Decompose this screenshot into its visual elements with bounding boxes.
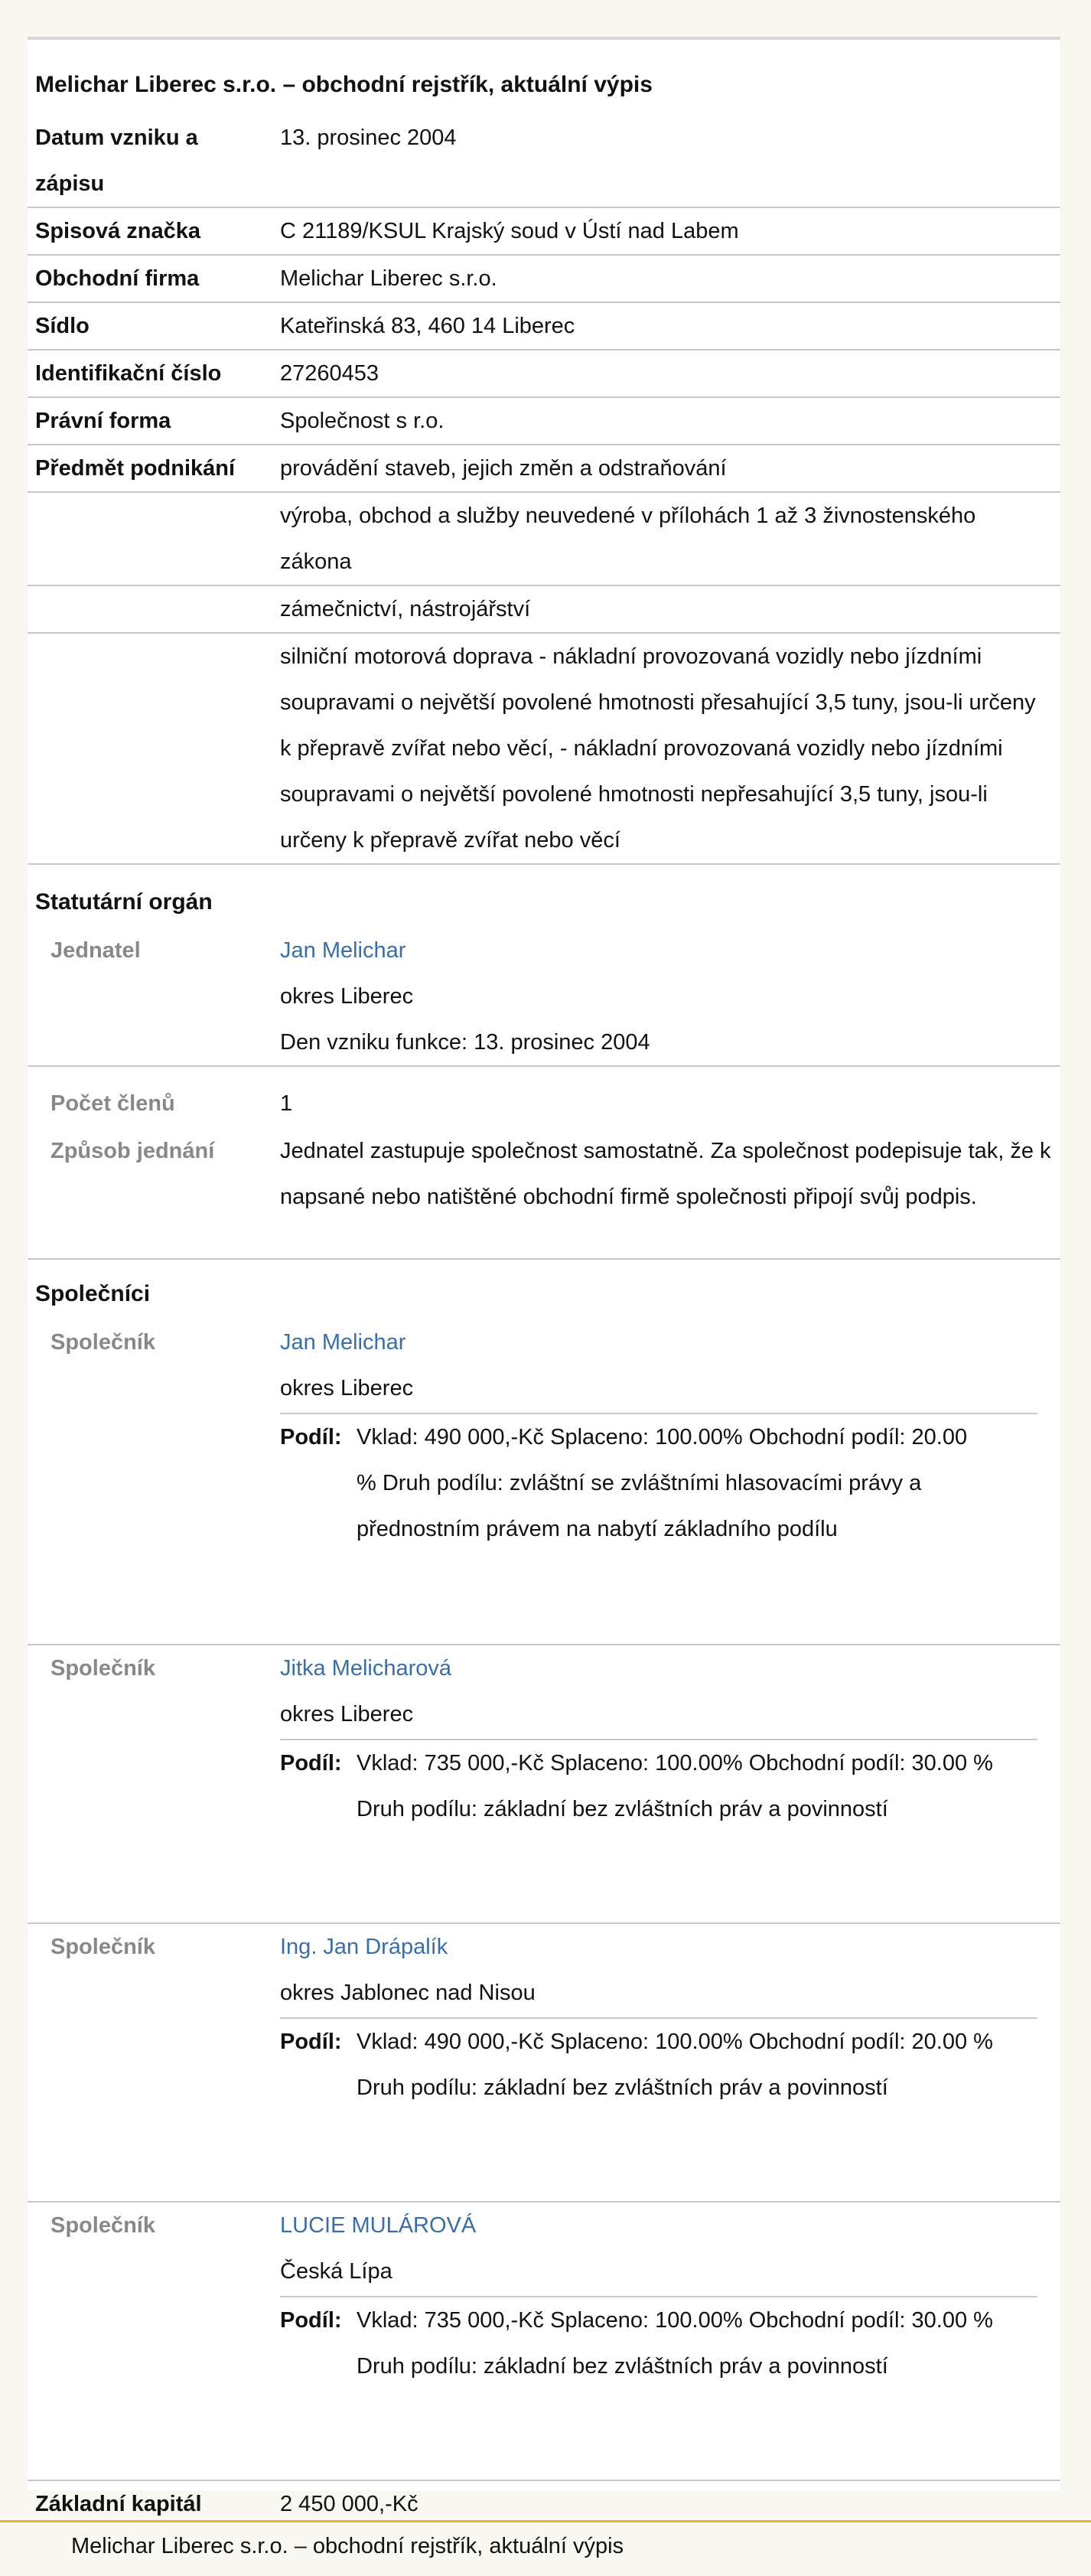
share-splaceno: Splaceno: 100.00%: [550, 1425, 743, 1449]
footer-text: Melichar Liberec s.r.o. – obchodní rejstřík, aktuální výpis: [71, 2534, 624, 2558]
share-podil: Obchodní podíl: 20.00 %: [357, 1425, 968, 1495]
field-label: Datum vzniku a zápisu: [35, 126, 198, 196]
share-vklad: Vklad: 490 000,-Kč: [357, 1425, 545, 1449]
field-label: Sídlo: [35, 314, 90, 338]
partner-row: [28, 1645, 1060, 1924]
jednatel-row: [28, 928, 1060, 1067]
share-vklad: Vklad: 735 000,-Kč: [357, 1751, 545, 1775]
partner-name-link[interactable]: Ing. Jan Drápalík: [280, 1935, 448, 1959]
share-values: [357, 2019, 1045, 2111]
share-values: [357, 1414, 984, 1552]
partner-place: okres Liberec: [280, 1702, 414, 1727]
partner-row: [28, 1924, 1060, 2203]
zpusob-value: Jednatel zastupuje společnost samostatně. Za společnost podepisuje tak, že k napsané nebo natištěné obchodní firmě společnosti připojí svůj podpis.: [280, 1139, 1051, 1209]
share-values: [357, 2297, 1045, 2389]
predmet-item: zámečnictví, nástrojářství: [280, 597, 531, 621]
partner-name-link[interactable]: Jitka Melicharová: [280, 1656, 452, 1681]
share-druh: Druh podílu: základní bez zvláštních práv a povinností: [357, 2354, 888, 2379]
field-value: Melichar Liberec s.r.o.: [280, 266, 497, 291]
predmet-row-1: [28, 445, 1060, 493]
share-druh: Druh podílu: základní bez zvláštních práv a povinností: [357, 2075, 888, 2100]
person-link[interactable]: Jan Melichar: [280, 938, 406, 963]
share-label: Podíl:: [280, 2030, 342, 2054]
person-place: okres Liberec: [280, 984, 414, 1009]
zpusob-jednani-row: [28, 1128, 1060, 1260]
field-row-firma: [28, 256, 1060, 303]
field-value: 27260453: [280, 361, 379, 386]
pocet-label: Počet členů: [50, 1091, 175, 1116]
predmet-row-2: [28, 493, 1060, 586]
kapital-value: 2 450 000,-Kč: [280, 2492, 418, 2516]
partner-identity: [280, 1645, 1060, 1737]
field-label: Právní forma: [35, 409, 171, 433]
share-podil: Obchodní podíl: 30.00 %: [748, 2308, 993, 2333]
share-splaceno: Splaceno: 100.00%: [550, 1751, 743, 1775]
share-splaceno: Splaceno: 100.00%: [550, 2308, 743, 2333]
field-value: C 21189/KSUL Krajský soud v Ústí nad Labem: [280, 219, 739, 243]
field-row-pravni-forma: [28, 398, 1060, 445]
field-label: Identifikační číslo: [35, 361, 222, 386]
share-vklad: Vklad: 490 000,-Kč: [357, 2030, 545, 2054]
field-label: Obchodní firma: [35, 266, 200, 291]
partner-row: [28, 2203, 1060, 2481]
share-values: [357, 1740, 1045, 1832]
pocet-clenu-row: [28, 1081, 1060, 1127]
pocet-value: 1: [280, 1091, 293, 1116]
share-druh: Druh podílu: zvláštní se zvláštními hlasovacími právy a přednostním právem na nabytí základního podílu: [357, 1471, 922, 1541]
partner-name-link[interactable]: Jan Melichar: [280, 1330, 406, 1355]
share-druh: Druh podílu: základní bez zvláštních práv a povinností: [357, 1797, 888, 1821]
partner-identity: [280, 1924, 1060, 2016]
partner-label: Společník: [50, 2213, 155, 2238]
jednatel-value: [280, 928, 1060, 1065]
field-row-datum: [28, 115, 1060, 208]
register-extract-card: [28, 37, 1060, 2516]
field-value: 13. prosinec 2004: [280, 126, 457, 150]
share-splaceno: Splaceno: 100.00%: [550, 2030, 743, 2054]
partner-row: [28, 1319, 1060, 1645]
partner-place: Česká Lípa: [280, 2259, 392, 2284]
share-podil: Obchodní podíl: 30.00 %: [748, 1751, 993, 1775]
predmet-item: provádění staveb, jejich změn a odstraňování: [280, 456, 727, 481]
function-since: Den vzniku funkce: 13. prosinec 2004: [280, 1030, 650, 1055]
predmet-row-4: [28, 634, 1060, 865]
share-label: Podíl:: [280, 2308, 342, 2333]
field-row-sidlo: [28, 303, 1060, 351]
predmet-item: výroba, obchod a služby neuvedené v přílohách 1 až 3 živnostenského zákona: [280, 504, 976, 574]
share-vklad: Vklad: 735 000,-Kč: [357, 2308, 545, 2333]
section-heading-statutarni: Statutární orgán: [35, 889, 213, 915]
share-label: Podíl:: [280, 1425, 342, 1449]
page-title: Melichar Liberec s.r.o. – obchodní rejstřík, aktuální výpis: [35, 72, 653, 97]
share-podil: Obchodní podíl: 20.00 %: [748, 2030, 993, 2054]
kapital-label: Základní kapitál: [35, 2492, 202, 2516]
zpusob-label: Způsob jednání: [50, 1139, 215, 1163]
field-label: Předmět podnikání: [35, 456, 236, 481]
partner-label: Společník: [50, 1656, 155, 1681]
predmet-row-3: [28, 586, 1060, 634]
partner-identity: [280, 2203, 1060, 2294]
field-label: Spisová značka: [35, 219, 200, 243]
share-label: Podíl:: [280, 1751, 342, 1775]
partner-place: okres Jablonec nad Nisou: [280, 1981, 536, 2005]
footer-divider: [0, 2520, 1091, 2522]
partner-label: Společník: [50, 1330, 155, 1355]
field-value: Kateřinská 83, 460 14 Liberec: [280, 314, 575, 338]
field-value: Společnost s r.o.: [280, 409, 445, 433]
field-row-spisova: [28, 208, 1060, 256]
partner-label: Společník: [50, 1935, 155, 1959]
jednatel-label: Jednatel: [50, 938, 141, 963]
section-heading-spolecnici: Společníci: [35, 1281, 151, 1306]
partner-identity: [280, 1319, 1060, 1411]
predmet-item: silniční motorová doprava - nákladní provozovaná vozidly nebo jízdními soupravami o největší povolené hmotnosti přesahující 3,5 tuny, jsou-li určeny k přepravě zvířat nebo věcí, - nákladní provozovaná vozidly nebo jízdními soupravami o největší povolené hmotnosti nepřesahující 3,5 tuny, jsou-li určeny k přepravě zvířat nebo věcí: [280, 644, 1036, 853]
partner-place: okres Liberec: [280, 1376, 414, 1400]
field-row-ico: [28, 351, 1060, 398]
partner-name-link[interactable]: LUCIE MULÁROVÁ: [280, 2213, 477, 2238]
